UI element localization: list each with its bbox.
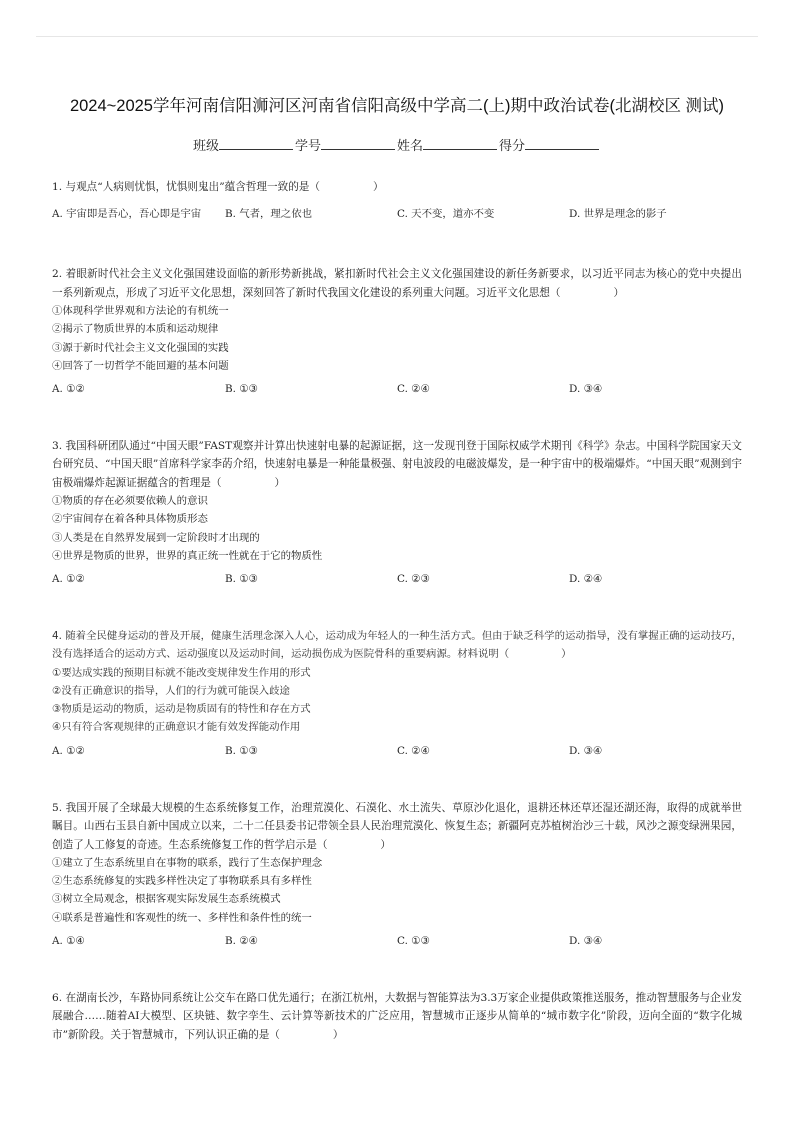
question-text: 在湖南长沙，车路协同系统让公交车在路口优先通行；在浙江杭州，大数据与智能算法为3.3万家企业提供政策推送服务，推动智慧服务与企业发展融合……随着AI大模型、区块链、数字孪生、云计算等新技术的广泛应用，智慧城市正逐步从简单的“城市数字化”阶段，迈向全面的“数字化城市”新阶段。关于智慧城市，下列认识正确的是（ ） bbox=[52, 991, 742, 1041]
statement-item: ②生态系统修复的实践多样性决定了事物联系具有多样性 bbox=[52, 875, 312, 888]
statement-item: ④回答了一切哲学不能回避的基本问题 bbox=[52, 359, 229, 372]
question-4 bbox=[52, 627, 742, 769]
statement-list bbox=[52, 664, 742, 737]
option-d[interactable]: D. 世界是理念的影子 bbox=[569, 208, 667, 221]
question-stem bbox=[52, 437, 742, 492]
question-text: 与观点“人病则忧惧，忧惧则鬼出”蕴含哲理一致的是（ ） bbox=[65, 181, 384, 193]
class-blank[interactable] bbox=[219, 138, 293, 150]
options-row bbox=[52, 205, 742, 231]
option-b[interactable]: B. ①③ bbox=[225, 744, 258, 757]
question-1 bbox=[52, 178, 742, 231]
question-2 bbox=[52, 265, 742, 407]
option-a[interactable]: A. ①④ bbox=[52, 934, 85, 947]
student-number-label: 学号 bbox=[294, 138, 321, 153]
option-b[interactable]: B. ②④ bbox=[225, 934, 258, 947]
option-a[interactable]: A. ①② bbox=[52, 744, 85, 757]
question-number: 3. bbox=[52, 440, 63, 453]
option-a[interactable]: A. ①② bbox=[52, 383, 85, 396]
option-c[interactable]: C. 天不变，道亦不变 bbox=[397, 208, 495, 221]
statement-item: ③树立全局观念，根据客观实际发展生态系统模式 bbox=[52, 893, 281, 906]
statement-item: ④联系是普遍性和客观性的统一、多样性和条件性的统一 bbox=[52, 911, 312, 924]
statement-item: ③物质是运动的物质，运动是物质固有的特性和存在方式 bbox=[52, 703, 311, 716]
question-number: 6. bbox=[52, 991, 63, 1004]
student-number-blank[interactable] bbox=[321, 138, 395, 150]
question-text: 我国科研团队通过“中国天眼”FAST观察并计算出快速射电暴的起源证据，这一发现刊登于国际权威学术期刊《科学》杂志。中国科学院国家天文台研究员、“中国天眼”首席科学家李菂介绍，快速射电暴是一种能量极强、射电波段的电磁波爆发，是一种宇宙中的极端爆炸。“中国天眼”观测到宇宙极端爆炸起源证据蕴含的哲理是（ ） bbox=[52, 440, 742, 489]
question-list bbox=[52, 178, 742, 1044]
statement-item: ②揭示了物质世界的本质和运动规律 bbox=[52, 323, 219, 336]
student-number-field bbox=[295, 135, 397, 154]
question-stem bbox=[52, 989, 742, 1044]
name-blank[interactable] bbox=[423, 138, 497, 150]
options-row bbox=[52, 573, 742, 597]
score-label: 得分 bbox=[499, 138, 526, 153]
statement-item: ①物质的存在必须要依赖人的意识 bbox=[52, 495, 208, 508]
statement-item: ①要达成实践的预期目标就不能改变规律发生作用的形式 bbox=[52, 666, 311, 679]
option-c[interactable]: C. ②④ bbox=[397, 744, 430, 757]
question-number: 2. bbox=[52, 268, 63, 281]
statement-item: ④只有符合客观规律的正确意识才能有效发挥能动作用 bbox=[52, 721, 301, 734]
option-b[interactable]: B. ①③ bbox=[225, 573, 258, 586]
question-number: 5. bbox=[52, 801, 63, 814]
option-d[interactable]: D. ②④ bbox=[569, 573, 603, 586]
question-stem bbox=[52, 178, 742, 196]
statement-item: ②宇宙间存在着各种具体物质形态 bbox=[52, 513, 208, 526]
option-c[interactable]: C. ②③ bbox=[397, 573, 430, 586]
option-d[interactable]: D. ③④ bbox=[569, 744, 603, 757]
option-a[interactable]: A. ①② bbox=[52, 573, 85, 586]
student-info-line bbox=[0, 135, 794, 154]
name-label: 姓名 bbox=[397, 138, 424, 153]
options-row bbox=[52, 745, 742, 769]
question-text: 我国开展了全球最大规模的生态系统修复工作，治理荒漠化、石漠化、水土流失、草原沙化退化，退耕还林还草还湿还湖还海，取得的成就举世瞩目。山西右玉县自新中国成立以来，二十二任县委书记带领全县人民治理荒漠化、恢复生态；新疆阿克苏植树治沙三十载，风沙之源变绿洲果园，创造了人工修复的奇迹。生态系统修复工作的哲学启示是（ ） bbox=[52, 801, 742, 851]
statement-item: ①建立了生态系统里自在事物的联系，践行了生态保护理念 bbox=[52, 856, 323, 869]
question-text: 随着全民健身运动的普及开展，健康生活理念深入人心，运动成为年轻人的一种生活方式。但由于缺乏科学的运动指导，没有掌握正确的运动技巧，没有选择适合的运动方式、运动强度以及运动时间，运动损伤成为医院骨科的重要病源。材料说明（ ） bbox=[52, 630, 742, 661]
statement-item: ③人类是在自然界发展到一定阶段时才出现的 bbox=[52, 531, 260, 544]
score-blank[interactable] bbox=[525, 138, 599, 150]
options-row bbox=[52, 383, 742, 407]
statement-list bbox=[52, 302, 742, 375]
option-a[interactable]: A. 宇宙即是吾心，吾心即是宇宙 bbox=[52, 208, 202, 221]
question-3 bbox=[52, 437, 742, 597]
option-b[interactable]: B. 气者，理之依也 bbox=[225, 208, 312, 221]
statement-list bbox=[52, 854, 742, 927]
option-d[interactable]: D. ③④ bbox=[569, 383, 603, 396]
question-stem bbox=[52, 265, 742, 302]
question-text: 着眼新时代社会主义文化强国建设面临的新形势新挑战，紧扣新时代社会主义文化强国建设的新任务新要求，以习近平同志为核心的党中央提出一系列新观点，形成了习近平文化思想，深刻回答了新时代我国文化建设的系列重大问题。习近平文化思想（ ） bbox=[52, 268, 742, 299]
class-field bbox=[193, 135, 295, 154]
option-c[interactable]: C. ②④ bbox=[397, 383, 430, 396]
score-field bbox=[499, 135, 601, 154]
option-d[interactable]: D. ③④ bbox=[569, 934, 603, 947]
question-stem bbox=[52, 799, 742, 854]
option-b[interactable]: B. ①③ bbox=[225, 383, 258, 396]
question-6 bbox=[52, 989, 742, 1044]
statement-item: ②没有正确意识的指导，人们的行为就可能误入歧途 bbox=[52, 685, 290, 698]
statement-item: ④世界是物质的世界，世界的真正统一性就在于它的物质性 bbox=[52, 549, 323, 562]
question-number: 1. bbox=[52, 181, 63, 193]
name-field bbox=[397, 135, 499, 154]
question-number: 4. bbox=[52, 630, 62, 643]
statement-list bbox=[52, 492, 742, 565]
option-c[interactable]: C. ①③ bbox=[397, 934, 430, 947]
header-divider bbox=[36, 36, 758, 37]
question-stem bbox=[52, 627, 742, 664]
question-5 bbox=[52, 799, 742, 959]
statement-item: ①体现科学世界观和方法论的有机统一 bbox=[52, 305, 229, 318]
page-title: 2024~2025学年河南信阳浉河区河南省信阳高级中学高二(上)期中政治试卷(北湖校区 测试) bbox=[69, 97, 725, 115]
statement-item: ③源于新时代社会主义文化强国的实践 bbox=[52, 341, 229, 354]
options-row bbox=[52, 935, 742, 959]
class-label: 班级 bbox=[192, 138, 219, 153]
